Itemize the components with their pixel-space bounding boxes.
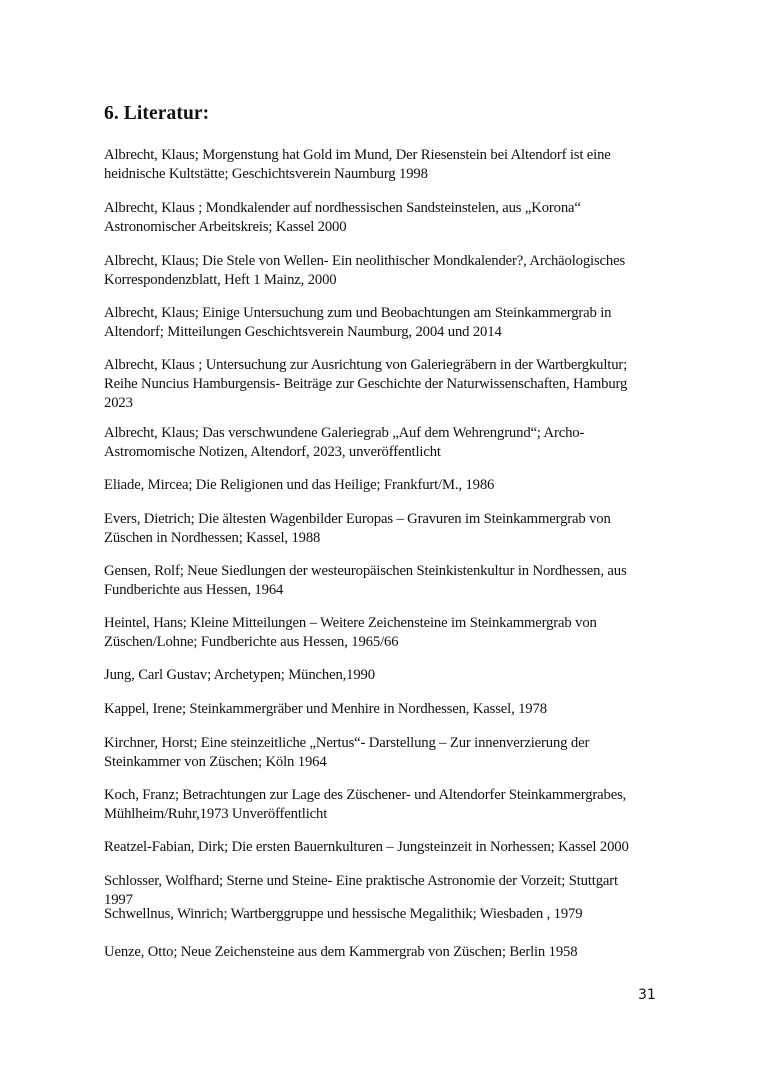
entry-line: Astronomischer Arbeitskreis; Kassel 2000 — [104, 219, 347, 235]
bibliography-entry — [104, 356, 654, 413]
entry-line: Fundberichte aus Hessen, 1964 — [104, 582, 284, 598]
entry-line: Schwellnus, Winrich; Wartberggruppe und hessische Megalithik; Wiesbaden , 1979 — [104, 906, 583, 922]
bibliography-entry — [104, 476, 654, 495]
entry-line: Albrecht, Klaus; Das verschwundene Galeriegrab „Auf dem Wehrengrund“; Archo- — [104, 425, 585, 441]
entry-line: Albrecht, Klaus; Morgenstung hat Gold im Mund, Der Riesenstein bei Altendorf ist eine — [104, 147, 611, 163]
bibliography-entry — [104, 510, 654, 548]
bibliography-entry — [104, 252, 654, 290]
bibliography-entry — [104, 786, 654, 824]
section-heading: 6. Literatur: — [104, 103, 210, 124]
entry-line: Koch, Franz; Betrachtungen zur Lage des Züschener- und Altendorfer Steinkammergrabes, — [104, 787, 627, 803]
bibliography-entry — [104, 304, 654, 342]
bibliography-entry — [104, 146, 654, 184]
entry-line: Evers, Dietrich; Die ältesten Wagenbilder Europas – Gravuren im Steinkammergrab von — [104, 511, 611, 527]
entry-line: Kappel, Irene; Steinkammergräber und Menhire in Nordhessen, Kassel, 1978 — [104, 701, 547, 717]
entry-line: Albrecht, Klaus; Einige Untersuchung zum und Beobachtungen am Steinkammergrab in — [104, 305, 612, 321]
bibliography-entry — [104, 424, 654, 462]
bibliography-entry — [104, 943, 654, 962]
entry-line: Altendorf; Mitteilungen Geschichtsverein Naumburg, 2004 und 2014 — [104, 324, 502, 340]
entry-line: Steinkammer von Züschen; Köln 1964 — [104, 754, 327, 770]
entry-line: Korrespondenzblatt, Heft 1 Mainz, 2000 — [104, 272, 337, 288]
entry-line: Eliade, Mircea; Die Religionen und das Heilige; Frankfurt/M., 1986 — [104, 477, 495, 493]
entry-line: Mühlheim/Ruhr,1973 Unveröffentlicht — [104, 806, 328, 822]
bibliography-entry — [104, 614, 654, 652]
entry-line: Uenze, Otto; Neue Zeichensteine aus dem Kammergrab von Züschen; Berlin 1958 — [104, 944, 578, 960]
entry-line: Kirchner, Horst; Eine steinzeitliche „Nertus“- Darstellung – Zur innenverzierung der — [104, 735, 590, 751]
bibliography-entry — [104, 199, 654, 237]
entry-line: 2023 — [104, 395, 133, 411]
bibliography-entry — [104, 562, 654, 600]
entry-line: Züschen in Nordhessen; Kassel, 1988 — [104, 530, 321, 546]
entry-line: Züschen/Lohne; Fundberichte aus Hessen, 1965/66 — [104, 634, 399, 650]
entry-line: Reihe Nuncius Hamburgensis- Beiträge zur Geschichte der Naturwissenschaften, Hamburg — [104, 376, 628, 392]
entry-line: Astromomische Notizen, Altendorf, 2023, unveröffentlicht — [104, 444, 441, 460]
entry-line: Jung, Carl Gustav; Archetypen; München,1990 — [104, 667, 375, 683]
entry-line: Albrecht, Klaus ; Untersuchung zur Ausrichtung von Galeriegräbern in der Wartbergkultur; — [104, 357, 628, 373]
entry-line: Albrecht, Klaus ; Mondkalender auf nordhessischen Sandsteinstelen, aus „Korona“ — [104, 200, 581, 216]
entry-line: heidnische Kultstätte; Geschichtsverein Naumburg 1998 — [104, 166, 428, 182]
bibliography-entry — [104, 905, 654, 924]
entry-line: Schlosser, Wolfhard; Sterne und Steine- Eine praktische Astronomie der Vorzeit; Stuttgart — [104, 873, 618, 889]
page-number: 31 — [638, 987, 656, 1003]
entry-line: Reatzel-Fabian, Dirk; Die ersten Bauernkulturen – Jungsteinzeit in Norhessen; Kassel 2000 — [104, 839, 629, 855]
bibliography-entry — [104, 734, 654, 772]
entry-line: 1997 — [104, 892, 133, 908]
entry-line: Heintel, Hans; Kleine Mitteilungen – Weitere Zeichensteine im Steinkammergrab von — [104, 615, 597, 631]
entry-line: Gensen, Rolf; Neue Siedlungen der westeuropäischen Steinkistenkultur in Nordhessen, aus — [104, 563, 627, 579]
entry-line: Albrecht, Klaus; Die Stele von Wellen- Ein neolithischer Mondkalender?, Archäologisches — [104, 253, 626, 269]
bibliography-entry — [104, 666, 654, 685]
bibliography-entry — [104, 838, 654, 857]
bibliography-entry — [104, 700, 654, 719]
